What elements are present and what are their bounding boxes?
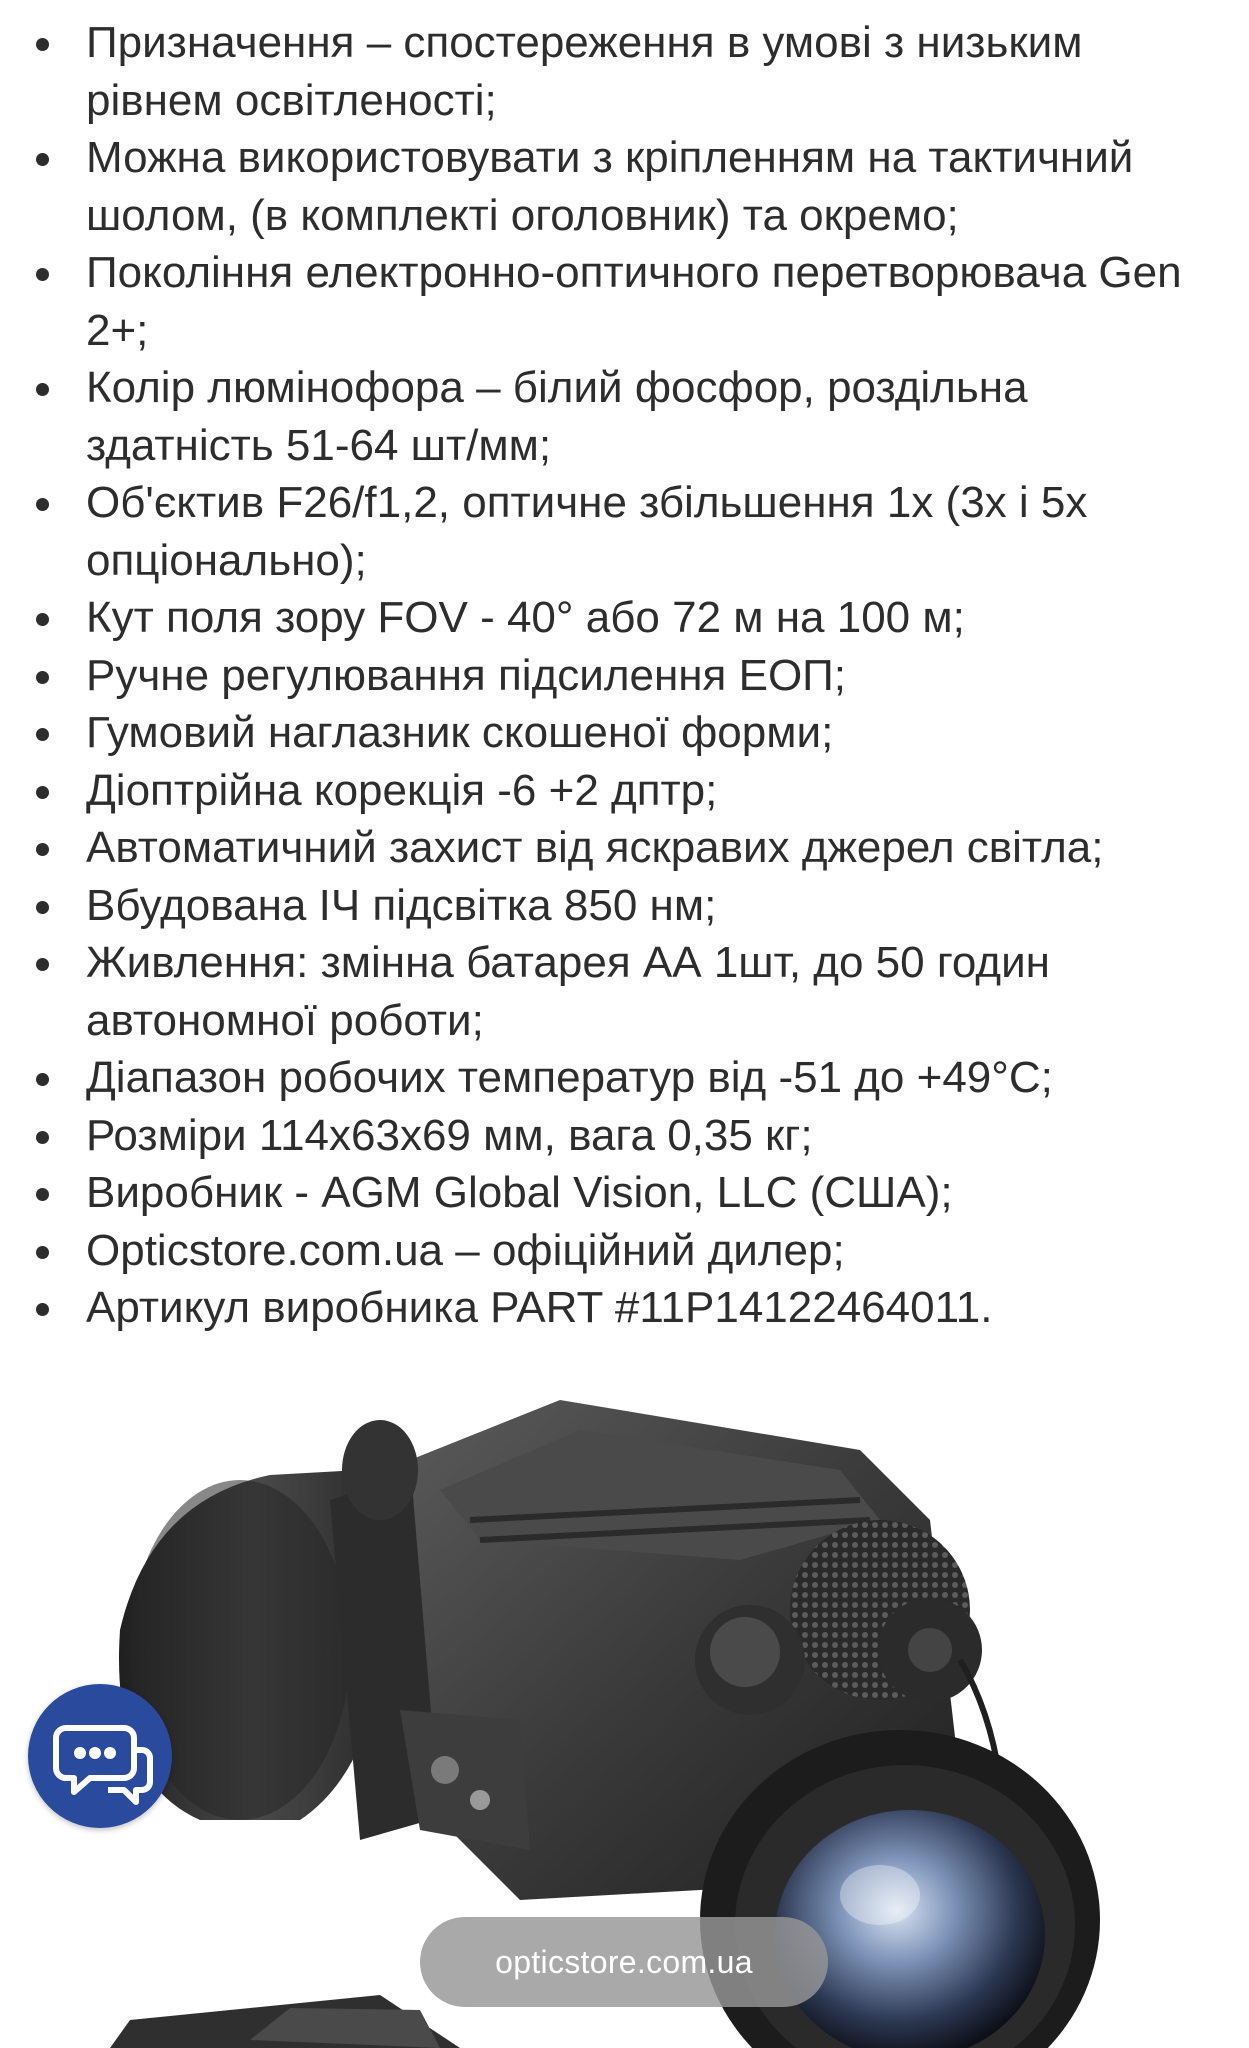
spec-item — [0, 877, 1249, 935]
spec-item — [0, 129, 1249, 244]
spec-text: Ручне регулювання підсилення ЕОП; — [86, 650, 847, 700]
spec-item — [0, 704, 1249, 762]
bullet — [36, 1073, 49, 1086]
spec-text: Можна використовувати з кріпленням на тактичний шолом, (в комплекті оголовник) та окремо; — [86, 133, 1134, 240]
spec-text: Виробник - AGM Global Vision, LLC (США); — [86, 1168, 953, 1217]
bullet — [36, 728, 49, 741]
spec-item — [0, 1107, 1249, 1165]
spec-text: Живлення: змінна батарея АА 1шт, до 50 годин автономної роботи; — [86, 938, 1050, 1045]
spec-item — [0, 1164, 1249, 1222]
bullet — [36, 383, 49, 396]
spec-item — [0, 647, 1249, 705]
spec-text: Діапазон робочих температур від -51 до +49°C; — [86, 1053, 1053, 1102]
bullet — [36, 268, 49, 281]
bullet — [36, 1246, 49, 1259]
spec-text: Розміри 114x63x69 мм, вага 0,35 кг; — [86, 1110, 813, 1160]
spec-item — [0, 359, 1249, 474]
spec-text: Opticstore.com.ua – офіційний дилер; — [86, 1225, 845, 1275]
spec-item — [0, 934, 1249, 1049]
spec-text: Діоптрійна корекція -6 +2 дптр; — [86, 765, 718, 815]
spec-item — [0, 14, 1249, 129]
bullet — [36, 958, 49, 971]
spec-item — [0, 244, 1249, 359]
chat-widget-button[interactable] — [28, 1684, 172, 1828]
bullet — [36, 613, 49, 626]
spec-item — [0, 762, 1249, 820]
spec-text: Колір люмінофора – білий фосфор, роздільна здатність 51-64 шт/мм; — [86, 363, 1028, 470]
spec-text: Кут поля зору FOV - 40° або 72 м на 100 м; — [86, 593, 965, 642]
bullet — [36, 843, 49, 856]
spec-text: Об'єктив F26/f1,2, оптичне збільшення 1x (3x і 5x опціонально); — [86, 478, 1088, 585]
spec-item — [0, 1222, 1249, 1280]
bullet — [36, 1303, 49, 1316]
bullet — [36, 1188, 49, 1201]
url-text: opticstore.com.ua — [495, 1944, 753, 1980]
spec-item — [0, 589, 1249, 647]
bullet — [36, 38, 49, 51]
bullet — [36, 153, 49, 166]
spec-text: Призначення – спостереження в умові з низьким рівнем освітленості; — [86, 18, 1083, 125]
spec-text: Автоматичний захист від яскравих джерел світла; — [86, 823, 1104, 872]
spec-item — [0, 1049, 1249, 1107]
bullet — [36, 901, 49, 914]
bullet — [36, 786, 49, 799]
bullet — [36, 1131, 49, 1144]
bullet — [36, 498, 49, 511]
bullet — [36, 671, 49, 684]
spec-text: Гумовий наглазник скошеної форми; — [86, 708, 834, 757]
spec-item — [0, 819, 1249, 877]
spec-text: Покоління електронно-оптичного перетворювача Gen 2+; — [86, 248, 1182, 355]
spec-item — [0, 1279, 1249, 1337]
spec-text: Вбудована ІЧ підсвітка 850 нм; — [86, 880, 717, 930]
product-spec-list — [0, 14, 1249, 1337]
spec-item — [0, 474, 1249, 589]
spec-text: Артикул виробника PART #11P14122464011. — [86, 1283, 993, 1332]
browser-url-bar[interactable] — [420, 1917, 828, 2007]
chat-bubbles-icon — [28, 1684, 172, 1828]
